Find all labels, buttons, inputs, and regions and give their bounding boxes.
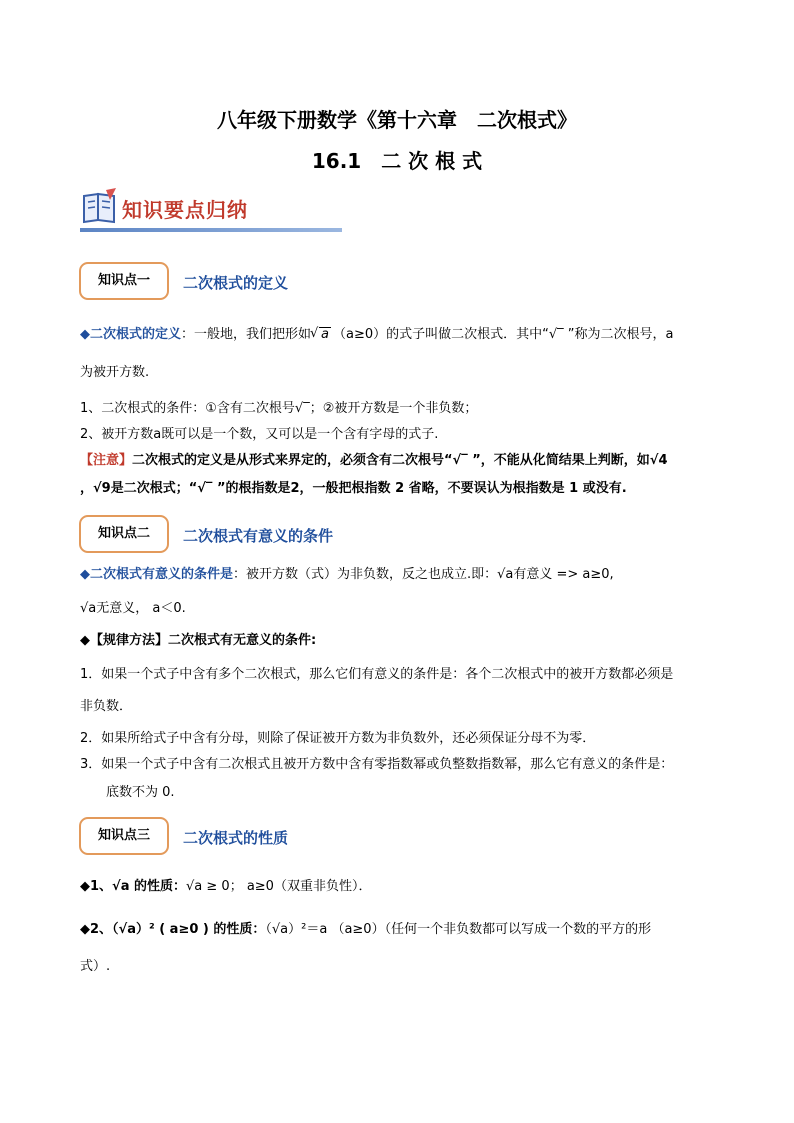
radical-a [311, 326, 331, 344]
note-line-2: ，√9是二次根式；“√‾ ”的根指数是2，一般把根指数 2 省略，不要误认为根指数是 1 或没有. [80, 481, 627, 496]
condition-line-1 [80, 566, 614, 584]
section-heading-3: 二次根式的性质 [183, 829, 289, 847]
definition-line-2: 为被开方数. [80, 365, 150, 380]
property-2-tail: 式）. [80, 959, 111, 974]
section-banner [80, 184, 342, 234]
radical-a-text: a [321, 327, 329, 342]
method-item-3b: 底数不为 0. [106, 785, 175, 800]
banner-label: 知识要点归纳 [122, 198, 248, 222]
definition-text-1: ：一般地，我们把形如 [181, 327, 312, 342]
page-title: 八年级下册数学《第十六章 二次根式》 [217, 108, 577, 132]
section-badge-1: 知识点一 [79, 262, 169, 300]
condition-item-2: 2、被开方数a既可以是一个数，又可以是一个含有字母的式子. [80, 427, 439, 442]
book-icon [80, 186, 120, 226]
banner-underline [80, 228, 342, 232]
note-text-1: 二次根式的定义是从形式来界定的，必须含有二次根号“√‾ ”，不能从化简结果上判断，如√4 [132, 453, 668, 468]
section-heading-1: 二次根式的定义 [183, 274, 289, 292]
condition-label: ◆二次根式有意义的条件是 [80, 567, 233, 582]
property-2-text: （√a）²＝a （a≥0）（任何一个非负数都可以写成一个数的平方的形 [265, 922, 652, 937]
property-1-text: √a ≥ 0； a≥0（双重非负性）． [186, 879, 372, 894]
definition-text-2: （a≥0）的式子叫做二次根式．其中“√‾ ”称为二次根号，a [332, 327, 674, 342]
section-badge-3: 知识点三 [79, 817, 169, 855]
method-label: ◆【规律方法】二次根式有无意义的条件: [80, 633, 317, 648]
condition-line-2: √a无意义， a＜0. [80, 601, 186, 616]
section-badge-2: 知识点二 [79, 515, 169, 553]
method-item-2: 2．如果所给式子中含有分母，则除了保证被开方数为非负数外，还必须保证分母不为零． [80, 731, 596, 746]
condition-item-1: 1、二次根式的条件：①含有二次根号√‾；②被开方数是一个非负数； [80, 401, 478, 416]
note-line-1 [80, 452, 668, 470]
method-item-3a: 3．如果一个式子中含有二次根式且被开方数中含有零指数幂或负整数指数幂，那么它有意义的条件是： [80, 757, 674, 772]
property-1-line [80, 878, 371, 896]
property-2-label: ◆2、（√a）² ( a≥0 ) 的性质： [80, 922, 266, 937]
condition-text-1: ：被开方数（式）为非负数，反之也成立.即：√a有意义 => a≥0, [233, 567, 614, 582]
property-1-label: ◆1、√a 的性质： [80, 879, 187, 894]
property-2-line [80, 921, 651, 939]
method-item-1b: 非负数． [80, 699, 133, 714]
page-subtitle: 16.1 二 次 根 式 [311, 149, 483, 173]
definition-label: ◆二次根式的定义 [80, 327, 181, 342]
method-item-1a: 1．如果一个式子中含有多个二次根式，那么它们有意义的条件是：各个二次根式中的被开方数都必须是 [80, 667, 674, 682]
note-label: 【注意】 [80, 453, 133, 468]
section-heading-2: 二次根式有意义的条件 [183, 527, 334, 545]
definition-line [80, 326, 673, 344]
